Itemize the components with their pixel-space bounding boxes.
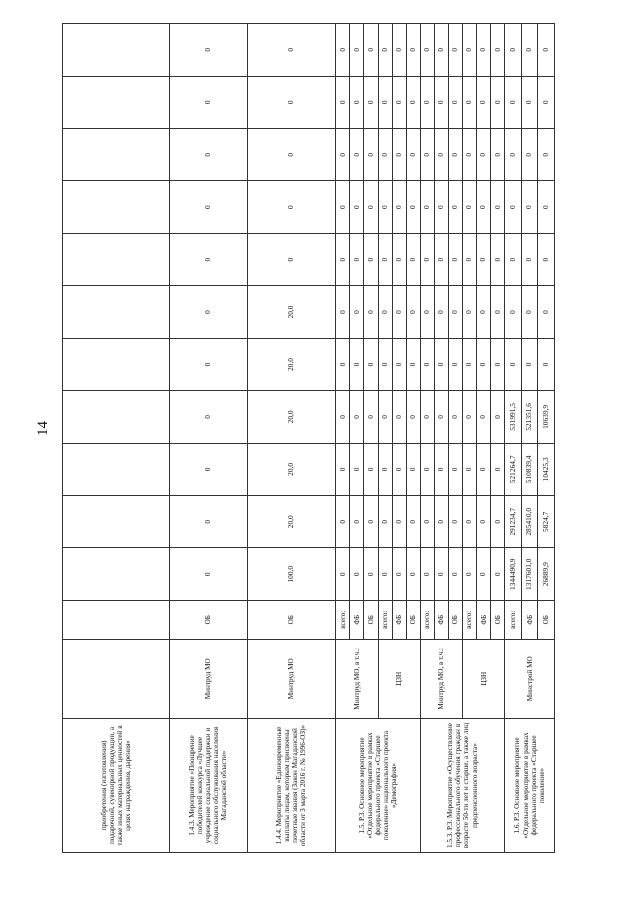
value-cell: 0 — [406, 233, 420, 285]
value-cell: 0 — [538, 129, 555, 181]
value-cell: 0 — [448, 129, 462, 181]
table-row — [247, 24, 336, 853]
value-cell: 0 — [364, 24, 378, 77]
value-cell: 0 — [170, 496, 247, 548]
funding-source-cell: ФБ — [477, 600, 491, 639]
value-cell — [63, 286, 170, 338]
value-cell: 0 — [434, 181, 448, 233]
value-cell: 0 — [505, 181, 522, 233]
measure-name: приобретения (изготовления) подарочной, сувенирной продукции, а также иных материальных ценностей в целях награждения, дарения» — [63, 719, 170, 853]
budget-table — [62, 23, 555, 853]
value-cell: 0 — [505, 129, 522, 181]
page-number: 14 — [35, 421, 51, 436]
funding-source-cell: ОБ — [491, 600, 505, 639]
value-cell: 0 — [448, 233, 462, 285]
value-cell: 0 — [336, 24, 350, 77]
funding-source-cell: ОБ — [247, 600, 336, 639]
value-cell: 0 — [170, 76, 247, 128]
value-cell: 0 — [420, 338, 434, 390]
value-cell: 0 — [521, 129, 538, 181]
funding-source-cell: всего: — [336, 600, 350, 639]
value-cell: 0 — [406, 286, 420, 338]
value-cell: 0 — [491, 233, 505, 285]
value-cell: 0 — [434, 233, 448, 285]
value-cell: 0 — [491, 443, 505, 495]
value-cell: 0 — [170, 181, 247, 233]
value-cell: 0 — [491, 496, 505, 548]
value-cell: 0 — [364, 181, 378, 233]
value-cell: 0 — [462, 338, 476, 390]
value-cell: 0 — [477, 76, 491, 128]
value-cell — [63, 548, 170, 600]
value-cell — [63, 233, 170, 285]
value-cell: 1317601,0 — [521, 548, 538, 600]
value-cell: 0 — [336, 496, 350, 548]
value-cell — [63, 24, 170, 77]
funding-source-cell: ФБ — [392, 600, 406, 639]
table-row — [336, 24, 350, 853]
value-cell: 0 — [247, 233, 336, 285]
value-cell: 0 — [505, 286, 522, 338]
value-cell: 0 — [477, 24, 491, 77]
value-cell: 0 — [364, 548, 378, 600]
value-cell: 0 — [392, 443, 406, 495]
value-cell: 26889,9 — [538, 548, 555, 600]
value-cell: 0 — [420, 391, 434, 443]
value-cell: 0 — [364, 76, 378, 128]
value-cell: 0 — [350, 129, 364, 181]
value-cell: 20,0 — [247, 496, 336, 548]
executor-cell: Минстрой МО — [505, 639, 555, 718]
value-cell: 0 — [336, 391, 350, 443]
executor-cell: Минтруд МО — [247, 639, 336, 718]
measure-name: 1.5. Р.3. Основное мероприятие «Отдельное мероприятие в рамках федерального проекта «Старшее поколение» национального проекта «Демография» — [336, 719, 420, 853]
value-cell: 0 — [378, 496, 392, 548]
value-cell: 291234,7 — [505, 496, 522, 548]
value-cell: 0 — [406, 76, 420, 128]
value-cell: 0 — [477, 548, 491, 600]
value-cell: 0 — [170, 338, 247, 390]
value-cell: 0 — [462, 76, 476, 128]
value-cell: 0 — [462, 129, 476, 181]
value-cell: 0 — [462, 286, 476, 338]
funding-source-cell: ОБ — [538, 600, 555, 639]
executor-cell: ЦЗН — [378, 639, 420, 718]
value-cell: 0 — [336, 338, 350, 390]
executor-cell: Минтруд МО — [170, 639, 247, 718]
value-cell: 0 — [477, 286, 491, 338]
value-cell: 0 — [247, 76, 336, 128]
value-cell: 0 — [378, 391, 392, 443]
executor-cell: Минтруд МО, в т.ч.: — [336, 639, 378, 718]
value-cell: 0 — [538, 76, 555, 128]
value-cell: 0 — [505, 233, 522, 285]
value-cell: 10639,9 — [538, 391, 555, 443]
value-cell: 0 — [406, 181, 420, 233]
value-cell: 0 — [336, 443, 350, 495]
value-cell: 0 — [434, 391, 448, 443]
value-cell: 0 — [521, 24, 538, 77]
value-cell: 0 — [350, 24, 364, 77]
value-cell: 0 — [420, 496, 434, 548]
funding-source-cell: ОБ — [170, 600, 247, 639]
value-cell: 0 — [477, 338, 491, 390]
funding-source-cell: всего: — [462, 600, 476, 639]
value-cell: 0 — [392, 496, 406, 548]
executor-cell: ЦЗН — [462, 639, 504, 718]
value-cell: 0 — [392, 233, 406, 285]
value-cell: 0 — [434, 24, 448, 77]
value-cell — [63, 338, 170, 390]
value-cell: 0 — [462, 496, 476, 548]
value-cell: 0 — [434, 548, 448, 600]
funding-source-cell — [63, 600, 170, 639]
value-cell: 0 — [420, 24, 434, 77]
measure-name: 1.6. Р.3. Основное мероприятие «Отдельное мероприятие в рамках федерального проекта «Старшее поколение» — [505, 719, 555, 853]
value-cell: 0 — [392, 129, 406, 181]
value-cell: 0 — [350, 76, 364, 128]
value-cell: 0 — [491, 24, 505, 77]
value-cell: 0 — [392, 338, 406, 390]
value-cell: 0 — [378, 181, 392, 233]
value-cell: 0 — [434, 496, 448, 548]
value-cell: 0 — [406, 24, 420, 77]
value-cell: 0 — [406, 338, 420, 390]
value-cell: 0 — [491, 76, 505, 128]
value-cell: 0 — [448, 496, 462, 548]
value-cell: 0 — [448, 76, 462, 128]
value-cell — [63, 129, 170, 181]
table-row — [63, 24, 170, 853]
value-cell: 0 — [336, 233, 350, 285]
funding-source-cell: ОБ — [448, 600, 462, 639]
executor-cell — [63, 639, 170, 718]
value-cell: 5824,7 — [538, 496, 555, 548]
value-cell: 0 — [477, 129, 491, 181]
value-cell: 0 — [247, 181, 336, 233]
value-cell: 0 — [505, 338, 522, 390]
value-cell: 0 — [364, 443, 378, 495]
value-cell: 0 — [491, 286, 505, 338]
value-cell: 0 — [420, 76, 434, 128]
value-cell: 0 — [378, 338, 392, 390]
value-cell: 0 — [538, 233, 555, 285]
value-cell — [63, 181, 170, 233]
value-cell: 0 — [364, 496, 378, 548]
measure-name: 1.4.3. Мероприятие «Поощрение победителей конкурса «Лучшее учреждение социальной поддержки и социального обслуживания населения Магаданской области» — [170, 719, 247, 853]
value-cell: 0 — [477, 391, 491, 443]
value-cell: 531991,5 — [505, 391, 522, 443]
value-cell: 0 — [420, 548, 434, 600]
value-cell: 521264,7 — [505, 443, 522, 495]
value-cell: 0 — [448, 24, 462, 77]
value-cell: 0 — [434, 338, 448, 390]
value-cell: 0 — [521, 233, 538, 285]
value-cell: 0 — [521, 181, 538, 233]
value-cell: 0 — [247, 24, 336, 77]
value-cell: 0 — [420, 443, 434, 495]
value-cell: 20,0 — [247, 338, 336, 390]
value-cell: 0 — [477, 443, 491, 495]
value-cell: 0 — [477, 496, 491, 548]
value-cell: 0 — [406, 496, 420, 548]
value-cell: 0 — [434, 76, 448, 128]
value-cell: 0 — [462, 24, 476, 77]
value-cell: 100,0 — [247, 548, 336, 600]
value-cell: 0 — [336, 76, 350, 128]
value-cell: 521351,6 — [521, 391, 538, 443]
value-cell: 0 — [392, 548, 406, 600]
value-cell: 0 — [538, 181, 555, 233]
value-cell: 0 — [392, 181, 406, 233]
value-cell: 0 — [491, 181, 505, 233]
value-cell: 0 — [378, 548, 392, 600]
value-cell: 0 — [434, 286, 448, 338]
funding-source-cell: всего: — [505, 600, 522, 639]
value-cell: 0 — [350, 338, 364, 390]
value-cell — [63, 443, 170, 495]
value-cell: 0 — [448, 338, 462, 390]
value-cell: 0 — [462, 391, 476, 443]
value-cell: 0 — [350, 391, 364, 443]
value-cell: 0 — [350, 443, 364, 495]
value-cell: 0 — [170, 443, 247, 495]
funding-source-cell: ФБ — [350, 600, 364, 639]
value-cell: 0 — [462, 443, 476, 495]
value-cell — [63, 496, 170, 548]
value-cell: 0 — [364, 233, 378, 285]
executor-cell: Минтруд МО, в т.ч.: — [420, 639, 462, 718]
value-cell: 0 — [350, 286, 364, 338]
value-cell: 0 — [406, 391, 420, 443]
value-cell: 0 — [350, 233, 364, 285]
value-cell: 0 — [378, 129, 392, 181]
table-row — [170, 24, 247, 853]
value-cell: 0 — [521, 338, 538, 390]
funding-source-cell: всего: — [378, 600, 392, 639]
value-cell: 0 — [170, 129, 247, 181]
value-cell: 0 — [420, 181, 434, 233]
table-row — [505, 24, 522, 853]
value-cell: 0 — [420, 129, 434, 181]
value-cell: 0 — [247, 129, 336, 181]
value-cell: 0 — [505, 76, 522, 128]
value-cell: 0 — [364, 129, 378, 181]
measure-name: 1.4.4. Мероприятие «Единовременные выплаты лицам, которым присвоены почетные звания (Закон Магаданской области от 3 марта 2016 г. № 1996-ОЗ)» — [247, 719, 336, 853]
value-cell: 0 — [462, 548, 476, 600]
value-cell: 0 — [170, 286, 247, 338]
value-cell: 0 — [491, 548, 505, 600]
value-cell — [63, 76, 170, 128]
value-cell: 0 — [538, 286, 555, 338]
value-cell: 0 — [336, 286, 350, 338]
value-cell: 1344490,9 — [505, 548, 522, 600]
value-cell: 0 — [378, 443, 392, 495]
value-cell: 0 — [336, 181, 350, 233]
value-cell: 10425,3 — [538, 443, 555, 495]
value-cell: 0 — [378, 76, 392, 128]
value-cell: 0 — [462, 181, 476, 233]
value-cell: 0 — [538, 24, 555, 77]
value-cell: 0 — [477, 181, 491, 233]
value-cell: 0 — [392, 24, 406, 77]
value-cell: 0 — [364, 286, 378, 338]
value-cell: 0 — [491, 338, 505, 390]
value-cell: 0 — [406, 548, 420, 600]
measure-name: 1.5.3. Р.3. Мероприятие «Осуществление профессионального обучения граждан в возрасте 50-ти лет и старше, а также лиц предпенсионного возраста» — [420, 719, 504, 853]
value-cell: 510839,4 — [521, 443, 538, 495]
value-cell: 20,0 — [247, 391, 336, 443]
funding-source-cell: ФБ — [521, 600, 538, 639]
value-cell: 0 — [170, 24, 247, 77]
funding-source-cell: ФБ — [434, 600, 448, 639]
value-cell: 0 — [420, 286, 434, 338]
value-cell: 0 — [378, 233, 392, 285]
value-cell: 285410,0 — [521, 496, 538, 548]
value-cell: 0 — [521, 286, 538, 338]
value-cell: 0 — [491, 129, 505, 181]
funding-source-cell: ОБ — [364, 600, 378, 639]
value-cell: 0 — [350, 496, 364, 548]
value-cell: 0 — [392, 76, 406, 128]
value-cell: 0 — [448, 391, 462, 443]
table-body — [63, 24, 555, 853]
value-cell: 0 — [420, 233, 434, 285]
value-cell: 0 — [378, 286, 392, 338]
value-cell: 0 — [434, 443, 448, 495]
value-cell: 0 — [448, 548, 462, 600]
value-cell: 0 — [434, 129, 448, 181]
value-cell: 0 — [392, 391, 406, 443]
value-cell: 0 — [448, 286, 462, 338]
value-cell: 0 — [448, 443, 462, 495]
value-cell: 20,0 — [247, 286, 336, 338]
value-cell — [63, 391, 170, 443]
value-cell: 0 — [336, 548, 350, 600]
value-cell: 20,0 — [247, 443, 336, 495]
value-cell: 0 — [350, 548, 364, 600]
value-cell: 0 — [538, 338, 555, 390]
funding-source-cell: всего: — [420, 600, 434, 639]
value-cell: 0 — [336, 129, 350, 181]
value-cell: 0 — [170, 233, 247, 285]
value-cell: 0 — [350, 181, 364, 233]
value-cell: 0 — [364, 391, 378, 443]
value-cell: 0 — [170, 548, 247, 600]
value-cell: 0 — [364, 338, 378, 390]
value-cell: 0 — [491, 391, 505, 443]
table-row — [420, 24, 434, 853]
value-cell: 0 — [392, 286, 406, 338]
value-cell: 0 — [406, 443, 420, 495]
value-cell: 0 — [477, 233, 491, 285]
value-cell: 0 — [462, 233, 476, 285]
budget-table-sheet — [62, 23, 555, 853]
value-cell: 0 — [521, 76, 538, 128]
value-cell: 0 — [406, 129, 420, 181]
funding-source-cell: ОБ — [406, 600, 420, 639]
value-cell: 0 — [448, 181, 462, 233]
value-cell: 0 — [170, 391, 247, 443]
value-cell: 0 — [378, 24, 392, 77]
value-cell: 0 — [505, 24, 522, 77]
